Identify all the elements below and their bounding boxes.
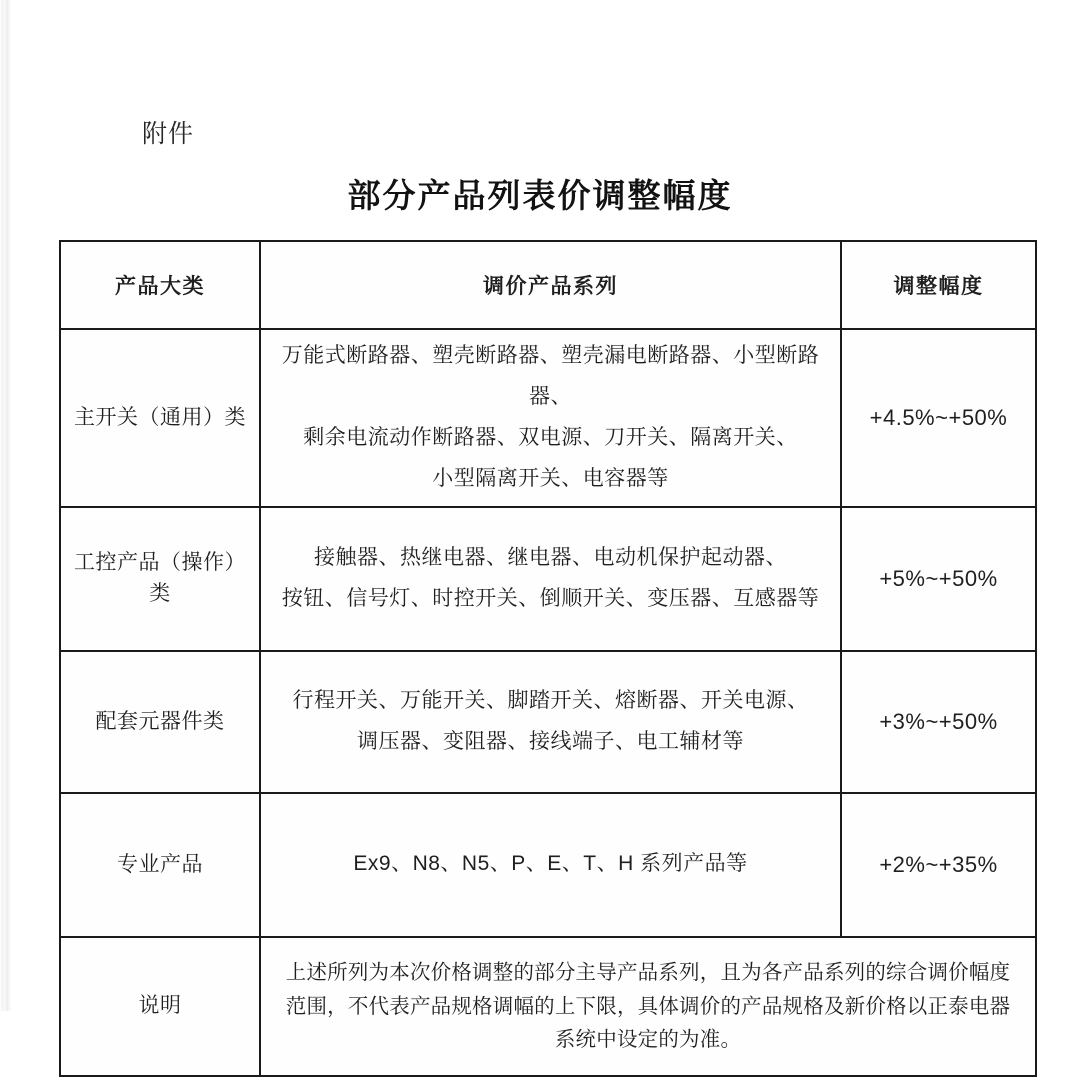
page-title: 部分产品列表价调整幅度	[347, 179, 733, 215]
table-body	[60, 329, 1036, 1076]
table-header-row	[60, 241, 1036, 329]
cell-adjustment-range: +4.5%~+50%	[841, 329, 1036, 507]
cell-category: 配套元器件类	[60, 651, 260, 793]
column-header-category: 产品大类	[60, 241, 260, 329]
cell-series	[260, 329, 841, 507]
cell-category: 主开关（通用）类	[60, 329, 260, 507]
table-row	[60, 651, 1036, 793]
price-adjustment-table	[59, 240, 1037, 1077]
series-line: 接触器、热继电器、继电器、电动机保护起动器、	[314, 545, 787, 569]
cell-series	[260, 507, 841, 651]
cell-category: 专业产品	[60, 793, 260, 937]
cell-note-text	[260, 937, 1036, 1076]
cell-adjustment-range: +2%~+35%	[841, 793, 1036, 937]
cell-series	[260, 651, 841, 793]
series-line: 小型隔离开关、电容器等	[432, 466, 669, 490]
note-line: 上述所列为本次价格调整的部分主导产品系列，且为各产品系列的综合调价幅度	[285, 961, 1011, 985]
column-header-series: 调价产品系列	[260, 241, 841, 329]
series-line: 按钮、信号灯、时控开关、倒顺开关、变压器、互感器等	[281, 586, 820, 610]
cell-adjustment-range: +3%~+50%	[841, 651, 1036, 793]
series-line: 行程开关、万能开关、脚踏开关、熔断器、开关电源、	[292, 688, 809, 712]
cell-note-label: 说明	[60, 937, 260, 1076]
note-line: 系统中设定的为准。	[554, 1027, 742, 1051]
column-header-range: 调整幅度	[841, 241, 1036, 329]
note-line: 范围，不代表产品规格调幅的上下限，具体调价的产品规格及新价格以正泰电器	[285, 994, 1011, 1018]
table-row	[60, 507, 1036, 651]
cell-category: 工控产品（操作）类	[60, 507, 260, 651]
cell-series	[260, 793, 841, 937]
table-header	[60, 241, 1036, 329]
series-line: Ex9、N8、N5、P、E、T、H 系列产品等	[353, 852, 748, 876]
attachment-label: 附件	[142, 120, 195, 148]
table-row	[60, 793, 1036, 937]
table-note-row	[60, 937, 1036, 1076]
cell-adjustment-range: +5%~+50%	[841, 507, 1036, 651]
series-line: 调压器、变阻器、接线端子、电工辅材等	[357, 729, 744, 753]
series-line: 剩余电流动作断路器、双电源、刀开关、隔离开关、	[303, 425, 798, 449]
series-line: 万能式断路器、塑壳断路器、塑壳漏电断路器、小型断路器、	[281, 344, 820, 408]
table-row	[60, 329, 1036, 507]
